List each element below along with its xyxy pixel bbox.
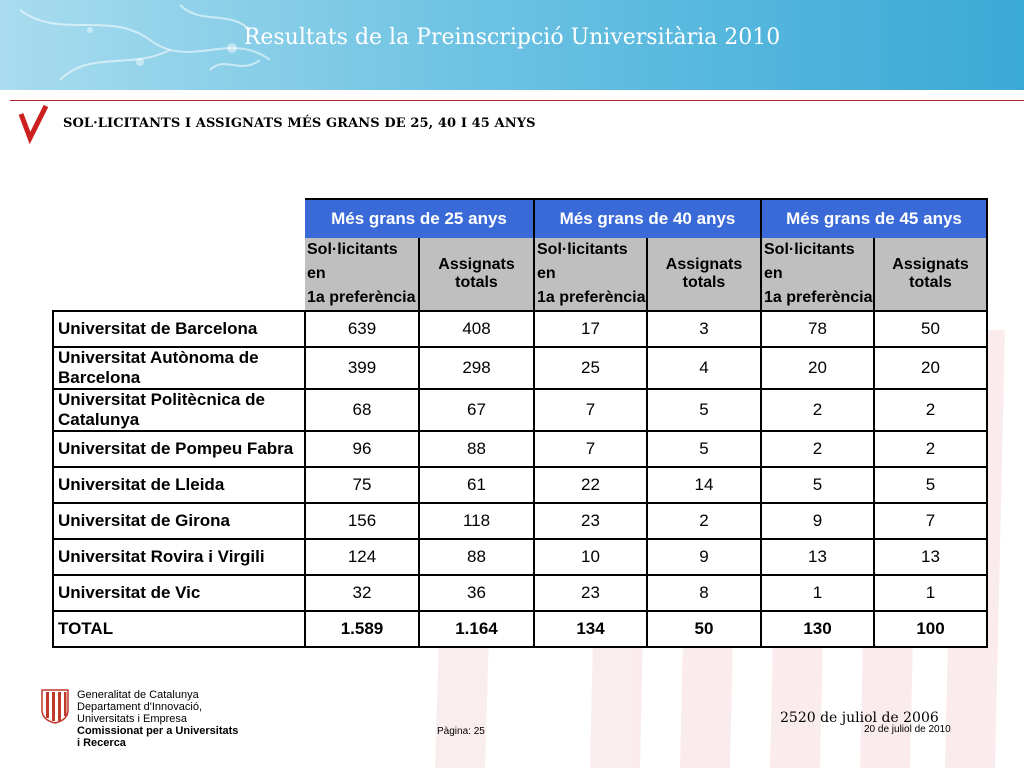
footer-date-old: 2520 de juliol de 2006 (780, 710, 939, 726)
assigned-header-40: Assignats totals (647, 238, 761, 311)
cell-value: 22 (534, 467, 647, 503)
cell-value: 9 (647, 539, 761, 575)
cell-value: 88 (419, 431, 534, 467)
group-45-header: Més grans de 45 anys (761, 199, 987, 238)
cell-value: 36 (419, 575, 534, 611)
applicants-header-25: Sol·licitants en 1a preferència (305, 238, 419, 311)
cell-value: 25 (534, 347, 647, 389)
table-row (53, 311, 987, 347)
org-line: Generalitat de Catalunya (77, 689, 199, 701)
group-25-header: Més grans de 25 anys (305, 199, 534, 238)
university-name: Universitat de Barcelona (53, 311, 305, 347)
cell-value: 2 (874, 431, 987, 467)
cell-value: 78 (761, 311, 874, 347)
cell-value: 50 (874, 311, 987, 347)
cell-value: 9 (761, 503, 874, 539)
section-divider (10, 100, 1024, 101)
cell-value: 2 (761, 431, 874, 467)
total-row (53, 611, 987, 647)
cell-value: 298 (419, 347, 534, 389)
university-name: Universitat de Girona (53, 503, 305, 539)
org-line: Universitats i Empresa (77, 713, 188, 725)
table-row (53, 467, 987, 503)
cell-value: 13 (874, 539, 987, 575)
results-table (52, 198, 988, 648)
checkmark-icon (18, 104, 48, 144)
total-value: 50 (647, 611, 761, 647)
total-value: 134 (534, 611, 647, 647)
cell-value: 14 (647, 467, 761, 503)
total-value: 100 (874, 611, 987, 647)
table-row (53, 389, 987, 431)
cell-value: 61 (419, 467, 534, 503)
cell-value: 32 (305, 575, 419, 611)
cell-value: 96 (305, 431, 419, 467)
section-title: SOL·LICITANTS I ASSIGNATS MÉS GRANS DE 25, 40 I 45 ANYS (63, 116, 536, 131)
university-name: Universitat Politècnica de Catalunya (53, 389, 305, 431)
cell-value: 7 (874, 503, 987, 539)
applicants-header-40: Sol·licitants en 1a preferència (534, 238, 647, 311)
total-label: TOTAL (53, 611, 305, 647)
table-row (53, 575, 987, 611)
cell-value: 13 (761, 539, 874, 575)
cell-value: 5 (647, 431, 761, 467)
cell-value: 408 (419, 311, 534, 347)
total-value: 130 (761, 611, 874, 647)
header-banner (0, 0, 1024, 90)
footer-organization (77, 689, 238, 749)
cell-value: 1 (874, 575, 987, 611)
group-header-row (53, 199, 987, 238)
university-name: Universitat de Lleida (53, 467, 305, 503)
cell-value: 75 (305, 467, 419, 503)
cell-value: 2 (761, 389, 874, 431)
cell-value: 5 (874, 467, 987, 503)
table-row (53, 539, 987, 575)
cell-value: 88 (419, 539, 534, 575)
cell-value: 124 (305, 539, 419, 575)
cell-value: 1 (761, 575, 874, 611)
cell-value: 4 (647, 347, 761, 389)
cell-value: 20 (874, 347, 987, 389)
cell-value: 23 (534, 575, 647, 611)
applicants-header-45: Sol·licitants en 1a preferència (761, 238, 874, 311)
cell-value: 156 (305, 503, 419, 539)
cell-value: 639 (305, 311, 419, 347)
cell-value: 7 (534, 389, 647, 431)
table-row (53, 431, 987, 467)
table-row (53, 503, 987, 539)
cell-value: 2 (874, 389, 987, 431)
university-name: Universitat de Vic (53, 575, 305, 611)
page-number: Pàgina: 25 (437, 726, 485, 737)
footer-date: 20 de juliol de 2010 (864, 724, 951, 735)
commission-line: i Recerca (77, 737, 126, 749)
cell-value: 3 (647, 311, 761, 347)
university-name: Universitat Autònoma de Barcelona (53, 347, 305, 389)
cell-value: 5 (647, 389, 761, 431)
page-title: Resultats de la Preinscripció Universitària 2010 (243, 25, 781, 50)
total-value: 1.589 (305, 611, 419, 647)
cell-value: 7 (534, 431, 647, 467)
cell-value: 5 (761, 467, 874, 503)
cell-value: 118 (419, 503, 534, 539)
cell-value: 10 (534, 539, 647, 575)
total-value: 1.164 (419, 611, 534, 647)
cell-value: 8 (647, 575, 761, 611)
university-name: Universitat Rovira i Virgili (53, 539, 305, 575)
commission-line: Comissionat per a Universitats (77, 725, 239, 737)
table-row (53, 347, 987, 389)
org-line: Departament d'Innovació, (77, 701, 203, 713)
group-40-header: Més grans de 40 anys (534, 199, 761, 238)
cell-value: 2 (647, 503, 761, 539)
cell-value: 68 (305, 389, 419, 431)
table-corner (53, 199, 305, 311)
cell-value: 67 (419, 389, 534, 431)
cell-value: 17 (534, 311, 647, 347)
cell-value: 20 (761, 347, 874, 389)
assigned-header-25: Assignats totals (419, 238, 534, 311)
assigned-header-45: Assignats totals (874, 238, 987, 311)
generalitat-logo (40, 688, 70, 724)
university-name: Universitat de Pompeu Fabra (53, 431, 305, 467)
cell-value: 399 (305, 347, 419, 389)
cell-value: 23 (534, 503, 647, 539)
